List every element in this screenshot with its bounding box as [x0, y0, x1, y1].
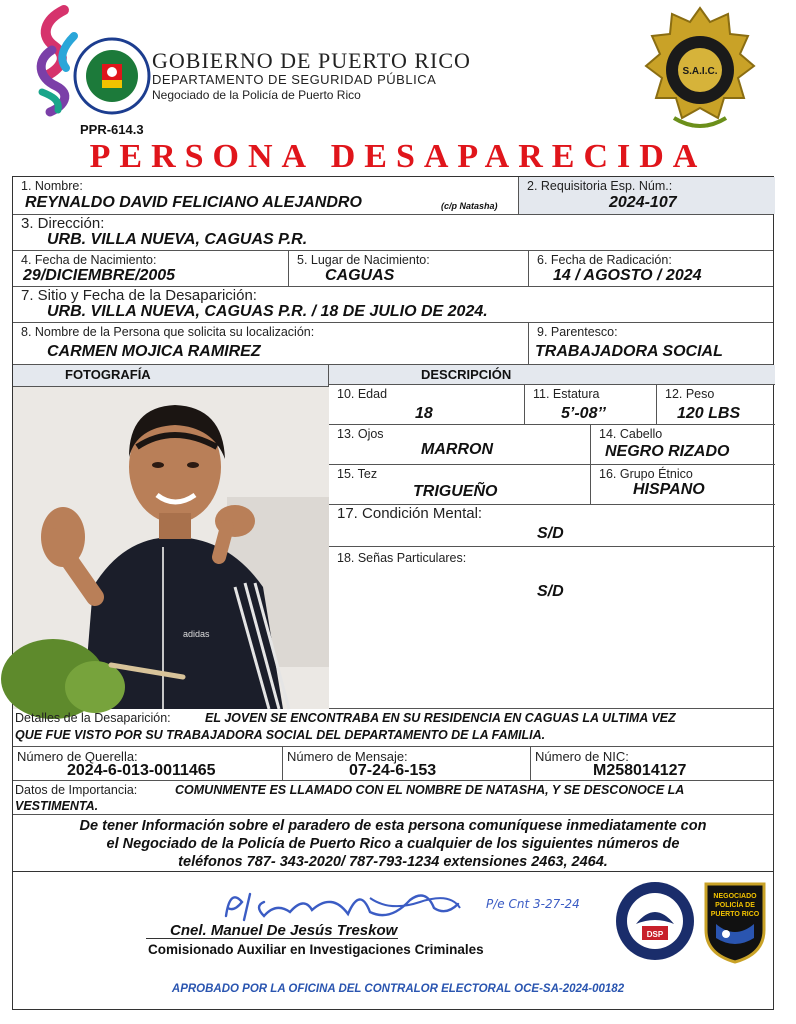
- sitio-fecha-value: URB. VILLA NUEVA, CAGUAS P.R. / 18 DE JULIO DE 2024.: [47, 303, 488, 320]
- field-mensaje: [283, 747, 531, 780]
- field-estatura: [525, 385, 657, 424]
- detalles-line2: QUE FUE VISTO POR SU TRABAJADORA SOCIAL DEL DEPARTAMENTO DE LA FAMILIA.: [15, 728, 546, 742]
- row-importancia: [13, 781, 773, 815]
- field-parentesco: [529, 323, 775, 364]
- puerto-rico-seal: [72, 36, 152, 116]
- npr-line1: NEGOCIADO: [713, 893, 757, 900]
- field-grupo-etnico: [591, 465, 775, 504]
- contacto-line1: De tener Información sobre el paradero de esta persona comuníquese inmediatamente con: [79, 818, 707, 834]
- requisitoria-value: 2024-107: [609, 194, 677, 211]
- photo-header-band: [13, 365, 328, 387]
- field-fecha-radicacion: [529, 251, 775, 286]
- field-lugar-nacimiento: [289, 251, 529, 286]
- missing-person-form: [12, 176, 774, 872]
- senas-label: 18. Señas Particulares:: [337, 551, 467, 565]
- importancia-line2: VESTIMENTA.: [15, 799, 99, 813]
- photo-section: [13, 365, 329, 708]
- mensaje-label: Número de Mensaje:: [287, 749, 408, 764]
- field-requisitoria: [519, 177, 775, 214]
- row-detalles: [13, 709, 773, 747]
- parentesco-value: TRABAJADORA SOCIAL: [535, 343, 723, 360]
- government-title: GOBIERNO DE PUERTO RICO: [152, 48, 471, 73]
- peso-value: 120 LBS: [677, 405, 741, 422]
- saic-police-badge: [644, 6, 756, 134]
- field-nic: [531, 747, 775, 780]
- nic-label: Número de NIC:: [535, 749, 629, 764]
- field-solicitante: [13, 323, 529, 364]
- row-nacimiento: [13, 251, 773, 287]
- nombre-label: 1. Nombre:: [21, 179, 83, 193]
- fecha-nacimiento-value: 29/DICIEMBRE/2005: [23, 267, 176, 284]
- parentesco-label: 9. Parentesco:: [537, 325, 618, 339]
- sitio-fecha-label: 7. Sitio y Fecha de la Desaparición:: [21, 287, 257, 304]
- signer-title: Comisionado Auxiliar en Investigaciones Criminales: [148, 942, 484, 957]
- field-senas: [329, 547, 775, 709]
- page-title: PERSONA DESAPARECIDA: [89, 138, 707, 175]
- row-numeros: [13, 747, 773, 781]
- direccion-label: 3. Dirección:: [21, 215, 105, 232]
- ojos-label: 13. Ojos: [337, 427, 384, 441]
- contacto-line3: teléfonos 787- 343-2020/ 787-793-1234 extensiones 2463, 2464.: [178, 854, 608, 870]
- querella-value: 2024-6-013-0011465: [67, 762, 216, 779]
- description-section: [329, 365, 775, 708]
- missing-person-photo: [13, 387, 329, 709]
- row-tez: [329, 465, 775, 505]
- grupo-value: HISPANO: [633, 481, 705, 498]
- jacket-brand: adidas: [183, 629, 210, 639]
- contacto-line2: el Negociado de la Policía de Puerto Rico a cualquier de los siguientes números de: [106, 836, 680, 852]
- document-header: [0, 0, 796, 140]
- signer-name: Cnel. Manuel De Jesús Treskow: [170, 922, 398, 939]
- querella-label: Número de Querella:: [17, 749, 138, 764]
- fecha-nacimiento-label: 4. Fecha de Nacimiento:: [21, 253, 157, 267]
- condicion-value: S/D: [537, 525, 564, 542]
- npr-shield: [702, 880, 768, 964]
- approval-note: APROBADO POR LA OFICINA DEL CONTRALOR ELECTORAL OCE-SA-2024-00182: [171, 983, 625, 995]
- npr-line3: PUERTO RICO: [710, 911, 760, 918]
- field-querella: [13, 747, 283, 780]
- row-solicitante: [13, 323, 773, 365]
- badge-center-text: S.A.I.C.: [682, 66, 718, 77]
- handwritten-date: P/e Cnt 3-27-24: [486, 897, 580, 911]
- description-header-band: [329, 365, 775, 385]
- photo-description-block: [13, 365, 773, 709]
- field-edad: [329, 385, 525, 424]
- row-ojos: [329, 425, 775, 465]
- importancia-label: Datos de Importancia:: [15, 783, 138, 797]
- tez-value: TRIGUEÑO: [413, 483, 498, 500]
- contact-paragraph: [13, 815, 773, 873]
- senas-value: S/D: [537, 583, 564, 600]
- photo-header: FOTOGRAFÍA: [65, 367, 151, 382]
- npr-line2: POLICÍA DE: [715, 902, 755, 909]
- nombre-value: REYNALDO DAVID FELICIANO ALEJANDRO: [25, 194, 362, 211]
- peso-label: 12. Peso: [665, 387, 715, 401]
- cabello-label: 14. Cabello: [599, 427, 663, 441]
- row-direccion: [13, 215, 773, 251]
- nombre-note: (c/p Natasha): [441, 201, 498, 211]
- bureau-name: Negociado de la Policía de Puerto Rico: [152, 88, 361, 102]
- nic-value: M258014127: [593, 762, 687, 779]
- field-ojos: [329, 425, 591, 464]
- edad-label: 10. Edad: [337, 387, 388, 401]
- photo-illustration: [13, 387, 329, 709]
- form-code: PPR-614.3: [80, 122, 144, 137]
- row-sitio-fecha: [13, 287, 773, 323]
- cabello-value: NEGRO RIZADO: [605, 443, 730, 460]
- field-peso: [657, 385, 775, 424]
- lugar-nacimiento-value: CAGUAS: [325, 267, 395, 284]
- detalles-label: Detalles de la Desaparición:: [15, 711, 171, 725]
- lugar-nacimiento-label: 5. Lugar de Nacimiento:: [297, 253, 430, 267]
- estatura-value: 5’-08’’: [561, 405, 606, 422]
- tez-label: 15. Tez: [337, 467, 378, 481]
- edad-value: 18: [415, 405, 433, 422]
- handwritten-signature: [220, 882, 580, 926]
- grupo-label: 16. Grupo Étnico: [599, 467, 693, 481]
- field-condicion: [329, 505, 775, 547]
- dsp-center-text: DSP: [646, 930, 664, 939]
- fecha-radicacion-label: 6. Fecha de Radicación:: [537, 253, 672, 267]
- fecha-radicacion-value: 14 / AGOSTO / 2024: [553, 267, 702, 284]
- requisitoria-label: 2. Requisitoria Esp. Núm.:: [527, 179, 673, 193]
- solicitante-value: CARMEN MOJICA RAMIREZ: [47, 343, 261, 360]
- field-tez: [329, 465, 591, 504]
- solicitante-label: 8. Nombre de la Persona que solicita su localización:: [21, 325, 315, 339]
- field-nombre: [13, 177, 519, 214]
- importancia-line1: COMUNMENTE ES LLAMADO CON EL NOMBRE DE NATASHA, Y SE DESCONOCE LA: [175, 783, 685, 797]
- direccion-value: URB. VILLA NUEVA, CAGUAS P.R.: [47, 231, 308, 248]
- dsp-seal: [614, 880, 696, 962]
- field-cabello: [591, 425, 775, 464]
- row-edad: [329, 385, 775, 425]
- row-name: [13, 177, 773, 215]
- detalles-line1: EL JOVEN SE ENCONTRABA EN SU RESIDENCIA EN CAGUAS LA ULTIMA VEZ: [205, 711, 676, 725]
- department-name: DEPARTAMENTO DE SEGURIDAD PÚBLICA: [152, 72, 437, 87]
- estatura-label: 11. Estatura: [533, 387, 600, 401]
- field-fecha-nacimiento: [13, 251, 289, 286]
- description-header: DESCRIPCIÓN: [421, 367, 512, 382]
- ojos-value: MARRON: [421, 441, 493, 458]
- mensaje-value: 07-24-6-153: [349, 762, 437, 779]
- condicion-label: 17. Condición Mental:: [337, 505, 483, 522]
